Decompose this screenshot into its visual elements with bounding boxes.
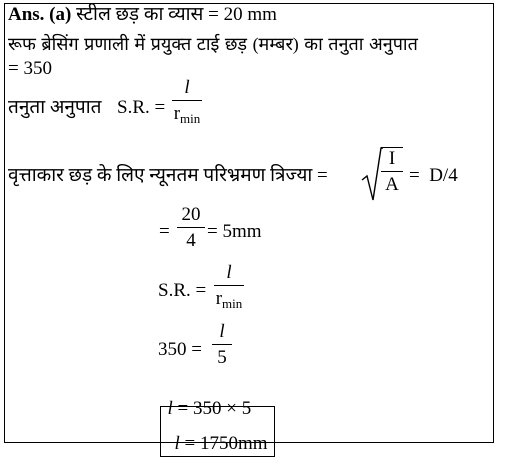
radius-result: = D/4 [409,165,458,186]
statement-line-2: = 350 [8,58,52,79]
fraction-denominator: 5 [217,347,227,368]
radius-fraction [381,147,403,195]
statement-line-1: रूफ ब्रेसिंग प्रणाली में प्रयुक्त टाई छड़ (मम्बर) का तनुता अनुपात [8,34,418,54]
step3-fraction [212,322,232,368]
step1-eq: = [159,221,170,242]
fraction-bar [212,344,232,345]
answer-heading [8,4,277,26]
slenderness-fraction [172,78,202,129]
radius-label: वृत्ताकार छड़ के लिए न्यूनतम परिभ्रमण त्रिज्या = [8,165,328,186]
radical-sign [361,146,383,202]
answer-label: Ans. (a) [8,4,72,25]
diameter-text: स्टील छड़ का व्यास = 20 mm [76,4,277,25]
step2-fraction [214,263,244,314]
fraction-denominator: A [385,174,399,195]
fraction-bar [177,227,205,228]
final-answer-value: = 1750mm [179,433,268,454]
variable-l: l [167,398,173,419]
slenderness-label: तनुता अनुपात [8,97,102,118]
fraction-numerator: l [226,262,232,283]
step1-result: = 5mm [207,221,262,242]
fraction-bar [172,100,202,101]
fraction-bar [381,171,403,172]
fraction-denominator: $r_{min}$ [173,103,201,126]
final-answer-box [160,406,275,457]
step2-sr: S.R. = [158,280,207,301]
fraction-numerator: 20 [181,204,201,225]
fraction-numerator: l [219,321,225,342]
step1-fraction [177,205,205,251]
fraction-denominator: $r_{min}$ [215,288,243,311]
slenderness-sr: S.R. = [117,97,166,118]
fraction-bar [214,285,244,286]
variable-l: l [174,433,180,454]
fraction-numerator: I [388,148,396,169]
step3-lhs: 350 = [158,339,202,360]
step4-rest: = 350 × 5 [172,398,252,419]
fraction-numerator: l [184,77,190,98]
fraction-denominator: 4 [186,230,196,251]
